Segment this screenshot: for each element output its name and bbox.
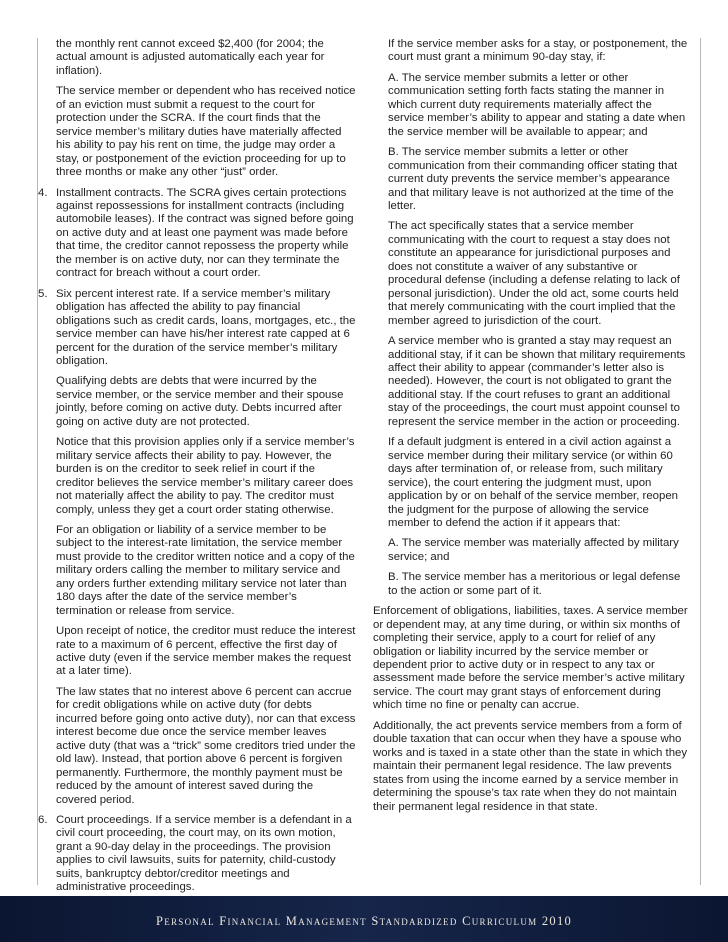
footer-banner: [0, 896, 728, 942]
list-item-text: Installment contracts. The SCRA gives certain protections against repossessions for installment contracts (including automobile leases). If the contract was signed before going on active duty and at least one payment was made before that time, the creditor cannot repossess the property while the member is on active duty, nor can they terminate the contract for breach without a court order.: [56, 186, 354, 280]
list-item-text: Court proceedings. If a service member is a defendant in a civil court proceeding, the court may, on its own motion, grant a 90-day delay in the proceedings. The provision applies to civil lawsuits, suits for paternity, child-custody suits, bankruptcy debtor/creditor meetings and administrative proceedings.: [56, 814, 352, 894]
list-item-text: Six percent interest rate. If a service member’s military obligation has affected the ability to pay financial obligations such as credit cards, loans, mortgages, etc., the service member can have his/her interest rate capped at 6 percent for the duration of the service member’s military obligation.: [56, 287, 356, 367]
paragraph-stay-request: If the service member asks for a stay, or postponement, the court must grant a minimum 90-day stay, if:: [388, 38, 688, 64]
list-item-six-percent: [38, 288, 356, 369]
paragraph-condition-a: A. The service member submits a letter or other communication setting forth facts stating the manner in which current duty requirements materially affect the service member’s ability to appear and stating a date when the service member will be available to appear; and: [388, 71, 686, 138]
left-column: [38, 38, 356, 902]
list-number: 6.: [38, 814, 48, 827]
paragraph-jurisdiction: The act specifically states that a service member communicating with the court to request a stay does not constitute an appearance for jurisdictional purposes and does not constitute a waiver of any substantive or procedural defense (including a defense relating to lack of personal jurisdiction). Under the old act, some courts held that merely communicating with the court implied that the member agreed to jurisdiction of the court.: [388, 220, 680, 327]
right-column: [373, 38, 689, 821]
paragraph-eviction-request: The service member or dependent who has received notice of an eviction must submit a request to the court for protection under the SCRA. If the court finds that the service member’s military duties have materially affected his ability to pay his rent on time, the judge may order a stay, or postponement of the eviction proceeding for up to three months or make any other “just” order.: [56, 85, 356, 179]
paragraph-rent-limit: the monthly rent cannot exceed $2,400 (for 2004; the actual amount is adjusted automatically each year for inflation).: [56, 38, 325, 77]
paragraph-additional-stay: A service member who is granted a stay may request an additional stay, if it can be shown that military requirements affect their ability to appear (commander’s letter also is needed). However, the court is not obligated to grant the additional stay. If the court refuses to grant an additional stay of the proceedings, the court must appoint counsel to represent the service member in the action or proceeding.: [388, 335, 686, 428]
paragraph-default-condition-a: A. The service member was materially affected by military service; and: [388, 537, 679, 563]
paragraph-enforcement: Enforcement of obligations, liabilities, taxes. A service member or dependent may, at any time during, or within six months of completing their service, apply to a court for relief of any obligation or liability incurred by the service member or dependent prior to active duty or in respect to any tax or assessment made before the service member’s active military service. The court may grant stays of enforcement during which time no fine or penalty can accrue.: [373, 605, 688, 712]
paragraph-receipt-of-notice: Upon receipt of notice, the creditor must reduce the interest rate to a maximum of 6 percent, effective the first day of active duty (even if the service member makes the request at a later time).: [56, 625, 356, 678]
paragraph-default-condition-b: B. The service member has a meritorious or legal defense to the action or some part of it.: [388, 571, 681, 597]
right-margin-rule: [700, 38, 701, 885]
paragraph-interest-forgiven: The law states that no interest above 6 percent can accrue for credit obligations while on active duty (for debts incurred before going onto active duty), nor can that excess interest become due once the service member leaves active duty (that was a “trick” some creditors tried under the old law). Instead, that portion above 6 percent is forgiven permanently. Furthermore, the monthly payment must be reduced by the amount of interest saved during the covered period.: [56, 685, 356, 806]
paragraph-double-taxation: Additionally, the act prevents service members from a form of double taxation that can occur when they have a spouse who works and is taxed in a state other than the state in which they maintain their permanent legal residence. The law prevents states from using the income earned by a service member in determining the spouse’s tax rate when they do not maintain their permanent legal residence in that state.: [373, 719, 688, 813]
list-number: 4.: [38, 186, 48, 199]
list-number: 5.: [38, 287, 48, 300]
paragraph-condition-b: B. The service member submits a letter or other communication from their commanding officer stating that current duty prevents the service member’s appearance and that military leave is not authorized at the time of the letter.: [388, 146, 678, 212]
paragraph-qualifying-debts: Qualifying debts are debts that were incurred by the service member, or the service member and their spouse jointly, before coming on active duty. Debts incurred after going on active duty are not protected.: [56, 375, 344, 428]
paragraph-notice-provision: Notice that this provision applies only if a service member’s military service affects their ability to pay. However, the burden is on the creditor to seek relief in court if the creditor believes the service member’s military career does not materially affect the ability to pay. The creditor must comply, unless they get a court order stating otherwise.: [56, 436, 355, 516]
footer-title: Personal Financial Management Standardized Curriculum 2010: [155, 914, 573, 928]
paragraph-default-judgment: If a default judgment is entered in a civil action against a service member during their military service (or within 60 days after termination of, or release from, such military service), the court entering the judgment must, upon application by or on behalf of the service member, reopen the judgment for the purpose of allowing the service member to defend the action if it appears that:: [388, 436, 678, 529]
list-item-installment-contracts: [38, 187, 356, 281]
paragraph-written-notice: For an obligation or liability of a service member to be subject to the interest-rate limitation, the service member must provide to the creditor written notice and a copy of the military orders calling the member to military service and any orders further extending military service not later than 180 days after the date of the service member’s termination or release from service.: [56, 523, 355, 617]
list-item-court-proceedings: [38, 814, 356, 895]
